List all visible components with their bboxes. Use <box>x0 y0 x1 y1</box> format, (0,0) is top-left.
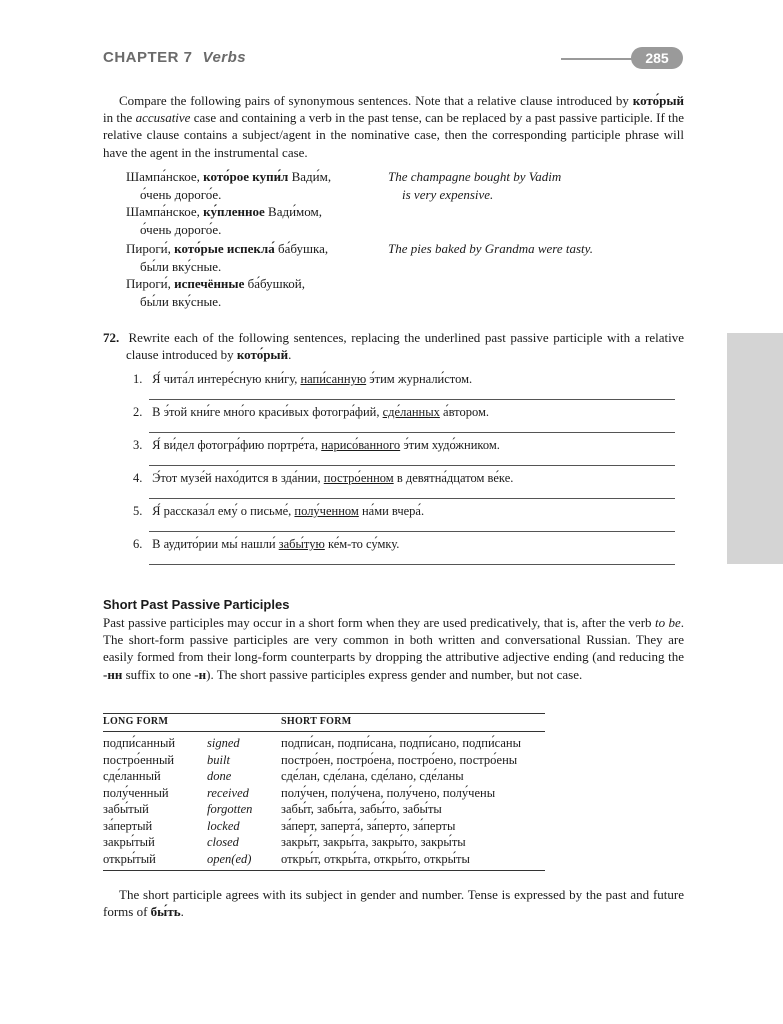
ex-text: ба́бушкой, <box>244 276 305 292</box>
exercise-instructions <box>103 329 684 363</box>
example-pair-2 <box>126 240 686 312</box>
gloss: locked <box>207 818 240 833</box>
example-line: бы́ли вку́сные. <box>140 293 222 309</box>
example-line <box>126 168 386 186</box>
page-number: 285 <box>631 47 683 69</box>
item-number: 6. <box>133 537 143 551</box>
intro-text-1: Compare the following pairs of synonymous sentences. Note that a relative clause introduced by <box>119 93 633 108</box>
table-row <box>103 834 545 850</box>
item-text: в девятна́дцатом ве́ке. <box>393 471 514 485</box>
gloss: done <box>207 769 232 783</box>
table-header-short: SHORT FORM <box>281 716 352 727</box>
long-form: подпи́санный <box>103 736 176 750</box>
long-form: забы́тый <box>103 802 149 816</box>
answer-blank-1[interactable] <box>149 399 675 400</box>
item-text: э́тим журнали́стом. <box>366 372 473 386</box>
translation-line: The champagne bought by Vadim <box>388 169 562 184</box>
example-line: о́чень дорого́е. <box>140 186 222 202</box>
item-underlined-participle: полу́ченном <box>294 504 359 518</box>
ex-bold: испечённые <box>174 276 245 292</box>
exercise-bold: кото́рый <box>236 347 289 363</box>
short-form: подпи́сан, подпи́сана, подпи́сано, подпи́саны <box>281 736 521 750</box>
exercise-text-1: Rewrite each of the following sentences, replacing the underlined past passive participle with a relative clause introduced by <box>126 330 684 363</box>
ex-text: Шампа́нское, <box>126 204 204 220</box>
long-form: сде́ланный <box>103 769 161 783</box>
intro-paragraph <box>103 92 684 161</box>
answer-blank-5[interactable] <box>149 531 675 532</box>
item-text: ке́м-то су́мку. <box>324 537 400 551</box>
example-pair-1 <box>126 168 686 240</box>
section-italic: to be <box>654 615 681 630</box>
intro-italic-1: accusative <box>135 110 191 126</box>
section-heading: Short Past Passive Participles <box>103 597 290 612</box>
gloss: closed <box>207 835 239 849</box>
intro-text <box>103 92 684 161</box>
exercise-text-2: . <box>288 347 292 363</box>
table-row <box>103 851 545 867</box>
exercise-item-4 <box>133 470 675 486</box>
short-form: постро́ен, постро́ена, постро́ено, постро́ены <box>281 752 518 767</box>
answer-blank-2[interactable] <box>149 432 675 433</box>
item-number: 4. <box>133 471 143 485</box>
ex-text: Пироги́, <box>126 241 175 256</box>
short-form: сде́лан, сде́лана, сде́лано, сде́ланы <box>281 769 464 783</box>
exercise-number: 72. <box>103 330 120 345</box>
short-form: за́перт, заперта́, за́перто, за́перты <box>281 818 456 833</box>
exercise-item-1 <box>133 371 675 387</box>
item-number: 2. <box>133 405 143 419</box>
table-header-rule <box>103 731 545 732</box>
gloss: open(ed) <box>207 851 252 866</box>
table-bottom-rule <box>103 870 545 871</box>
example-translation <box>388 168 688 203</box>
intro-bold-1: кото́рый <box>632 93 684 108</box>
section-text: ). The short passive participles express gender and number, but not case. <box>206 666 583 682</box>
section-bold: -н <box>194 666 207 682</box>
chapter-title: Verbs <box>202 49 247 66</box>
item-underlined-participle: сде́ланных <box>382 405 440 419</box>
long-form: откры́тый <box>103 851 156 866</box>
closing-text <box>103 886 684 920</box>
item-underlined-participle: нарисо́ванного <box>321 438 401 452</box>
item-text: Я́ ви́дел фотогра́фию портре́та, <box>152 438 322 452</box>
long-form: постро́енный <box>103 752 175 767</box>
exercise-item-2 <box>133 404 675 420</box>
header-rule <box>561 58 641 60</box>
table-row <box>103 818 545 834</box>
item-number: 5. <box>133 504 143 518</box>
item-text: э́тим худо́жником. <box>400 438 500 452</box>
ex-text: Вади́м, <box>288 169 332 184</box>
example-russian <box>126 240 386 310</box>
closing-bold: бы́ть <box>150 904 181 920</box>
ex-text: Вади́мом, <box>264 204 322 220</box>
section-text: Past passive participles may occur in a short form when they are used predicatively, that is, after the verb <box>103 615 655 630</box>
short-form: забы́т, забы́та, забы́то, забы́ты <box>281 802 442 816</box>
long-form: закры́тый <box>103 835 155 849</box>
long-form: за́пертый <box>103 818 153 833</box>
ex-text: ба́бушка, <box>274 241 329 256</box>
ex-bold: кото́рые испекла́ <box>174 241 275 256</box>
answer-blank-6[interactable] <box>149 564 675 565</box>
closing-paragraph <box>103 886 684 920</box>
example-line: бы́ли вку́сные. <box>140 258 222 274</box>
section-text: . The short-form passive participles are very common in both written and conversational Russian. They are easily formed from their long-form counterparts by dropping the attributive adjective ending (and reducing the <box>103 615 684 665</box>
running-head <box>103 49 246 66</box>
table-row <box>103 735 545 751</box>
section-bold: -нн <box>103 666 123 682</box>
item-number: 1. <box>133 372 143 386</box>
item-underlined-participle: напи́санную <box>300 372 367 386</box>
long-form: полу́ченный <box>103 785 169 800</box>
ex-bold: кото́рое купи́л <box>203 169 289 184</box>
example-line <box>126 275 386 293</box>
exercise-item-5 <box>133 503 675 519</box>
ex-text: Пироги́, <box>126 276 175 292</box>
ex-text: Шампа́нское, <box>126 169 204 184</box>
chapter-thumb-tab <box>727 333 783 564</box>
item-text: В аудито́рии мы́ нашли́ <box>152 537 279 551</box>
example-translation <box>388 240 688 258</box>
item-underlined-participle: забы́тую <box>278 537 325 551</box>
exercise-item-3 <box>133 437 675 453</box>
example-line: о́чень дорого́е. <box>140 221 222 237</box>
exercise-72 <box>103 329 684 363</box>
item-text: Я́ чита́л интере́сную кни́гу, <box>152 372 301 386</box>
closing-text-2: . <box>180 904 184 920</box>
table-row <box>103 752 545 768</box>
item-text: В э́той кни́ге мно́го краси́вых фотогра́фий, <box>152 405 383 419</box>
chapter-label: CHAPTER 7 <box>103 49 193 66</box>
translation-line: is very expensive. <box>402 186 494 202</box>
gloss: received <box>207 785 249 800</box>
exercise-item-6 <box>133 536 675 552</box>
gloss: signed <box>207 736 240 750</box>
table-row <box>103 801 545 817</box>
gloss: built <box>207 752 230 767</box>
example-line <box>126 203 386 221</box>
item-underlined-participle: постро́енном <box>323 471 394 485</box>
item-text: а́втором. <box>439 405 490 419</box>
section-paragraph <box>103 614 684 683</box>
item-number: 3. <box>133 438 143 452</box>
answer-blank-4[interactable] <box>149 498 675 499</box>
intro-text-3: case and containing a verb in the past tense, can be replaced by a past passive participle. If the relative clause contains a subject/agent in the nominative case, then the corresponding participle phrase will have the agent in the instrumental case. <box>103 110 685 160</box>
item-text: на́ми вчера́. <box>358 504 425 518</box>
short-form: откры́т, откры́та, откры́то, откры́ты <box>281 851 470 866</box>
intro-text-2: in the <box>103 110 136 126</box>
table-row <box>103 768 545 784</box>
ex-bold: ку́пленное <box>203 204 265 220</box>
gloss: forgotten <box>207 802 253 816</box>
item-text: Э́тот музе́й нахо́дится в зда́нии, <box>152 471 324 485</box>
table-row <box>103 785 545 801</box>
page-header <box>103 47 683 71</box>
item-text: Я́ рассказа́л ему́ о письме́, <box>152 504 295 518</box>
example-russian <box>126 168 386 238</box>
table-top-rule <box>103 713 545 714</box>
translation-line: The pies baked by Grandma were tasty. <box>388 241 593 256</box>
closing-text-1: The short participle agrees with its subject in gender and number. Tense is expressed by the past and future forms of <box>103 887 684 920</box>
short-form: полу́чен, полу́чена, полу́чено, полу́чены <box>281 785 496 800</box>
example-line <box>126 240 386 258</box>
section-text: suffix to one <box>122 666 195 682</box>
answer-blank-3[interactable] <box>149 465 675 466</box>
short-form: закры́т, закры́та, закры́то, закры́ты <box>281 835 466 849</box>
table-header-long: LONG FORM <box>103 716 169 727</box>
